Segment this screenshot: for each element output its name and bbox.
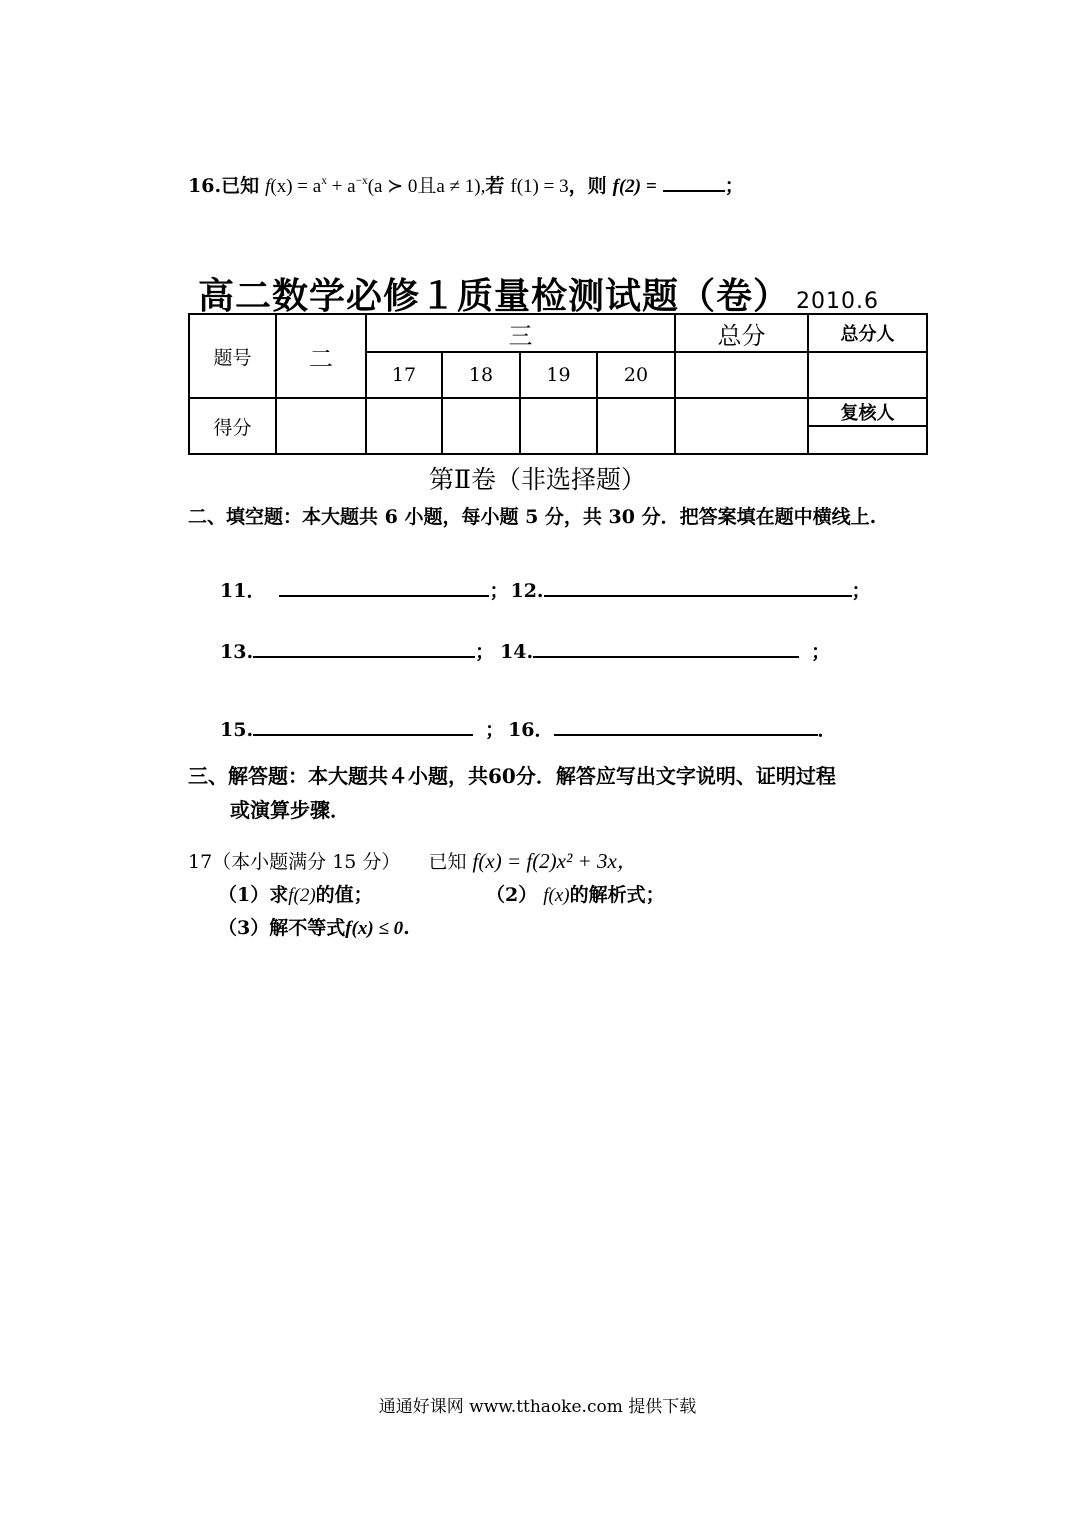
section3-line2: 或演算步骤．: [230, 798, 350, 822]
part-label: （3）解不等式: [218, 917, 346, 939]
given-condition: f(1) = 3: [510, 176, 569, 197]
header-part2: 二: [276, 314, 366, 398]
part-expression: f(x) ≤ 0: [345, 918, 404, 939]
subheader-q20: 20: [597, 352, 675, 398]
question-16: [188, 170, 744, 198]
question-text: 若: [485, 175, 505, 197]
part-expression: f(x): [543, 885, 570, 906]
separator: ；: [851, 580, 871, 602]
title-date: 2010.6: [796, 289, 879, 314]
header-reviewer: 复核人: [808, 398, 927, 426]
question-17-label: 17（本小题满分 15 分）: [188, 851, 401, 873]
separator: ；: [485, 719, 505, 741]
score-q17-cell[interactable]: [366, 398, 442, 454]
answer-label-15: 15.: [220, 719, 254, 741]
subheader-q19: 19: [520, 352, 597, 398]
answer-blank-11[interactable]: [279, 575, 489, 597]
header-total: 总分: [675, 314, 808, 352]
part-label: （1）求: [218, 884, 289, 906]
part-end: .: [403, 917, 410, 939]
answer-label-12: 12.: [510, 580, 544, 602]
question-ask: f(2) =: [612, 176, 657, 197]
header-question-no: 题号: [189, 314, 276, 398]
question-17-part2: [486, 880, 665, 907]
question-17-intro: 已知: [428, 851, 467, 873]
score-total-cell[interactable]: [675, 398, 808, 454]
answer-blank-16[interactable]: [554, 714, 818, 736]
function-formula: f: [265, 176, 271, 197]
answer-row-2: [220, 636, 830, 664]
question-17-part3: [218, 913, 410, 940]
score-q20-cell[interactable]: [597, 398, 675, 454]
part-text: 的解析式；: [569, 884, 665, 906]
separator: ；: [489, 580, 509, 602]
total-person-cell[interactable]: [808, 352, 927, 398]
total-score-cell[interactable]: [675, 352, 808, 398]
answer-label-14: 14.: [500, 641, 534, 663]
score-part2-cell[interactable]: [276, 398, 366, 454]
answer-blank-13[interactable]: [253, 636, 475, 658]
part-label: （2）: [486, 884, 538, 906]
answer-label-13: 13.: [220, 641, 254, 663]
header-part3: 三: [366, 314, 675, 352]
score-table: [188, 313, 928, 455]
title-main: 高二数学必修１质量检测试题（卷）: [198, 275, 791, 317]
question-17-part1: [218, 880, 373, 907]
score-q18-cell[interactable]: [442, 398, 520, 454]
answer-blank-12[interactable]: [544, 575, 852, 597]
answer-blank[interactable]: [663, 170, 725, 192]
part2-title: 第Ⅱ卷（非选择题）: [429, 465, 646, 494]
reviewer-cell[interactable]: [808, 426, 927, 454]
header-total-person: 总分人: [808, 314, 927, 352]
subheader-q18: 18: [442, 352, 520, 398]
answer-end: ．: [817, 719, 837, 741]
part-text: 的值；: [315, 884, 373, 906]
score-q19-cell[interactable]: [520, 398, 597, 454]
question-text: 已知: [221, 175, 260, 197]
answer-row-3: [220, 714, 837, 742]
question-17: [188, 845, 638, 875]
answer-blank-15[interactable]: [253, 714, 473, 736]
question-text: ，则: [568, 175, 607, 197]
subheader-q17: 17: [366, 352, 442, 398]
separator: ；: [811, 641, 831, 663]
answer-blank-14[interactable]: [533, 636, 799, 658]
answer-label-11: 11．: [220, 580, 266, 602]
separator: ；: [475, 641, 495, 663]
answer-row-1: [220, 575, 871, 603]
question-end: ；: [724, 175, 744, 197]
question-number: 16.: [188, 175, 222, 197]
formula-part: $(x) = a^x + a^{-x}(a$ ≻ 0且a ≠ 1),: [270, 175, 486, 197]
question-17-formula: f(x) = f(2)x² + 3x，: [472, 849, 638, 873]
section3-line1: 三、解答题：本大题共４小题，共60分．解答应写出文字说明、证明过程: [188, 764, 836, 788]
part-expression: f(2): [288, 885, 316, 906]
footer-credit: 通通好课网 www.tthaoke.com 提供下载: [378, 1397, 697, 1417]
page-title: [198, 268, 879, 319]
answer-label-16: 16．: [508, 719, 554, 741]
row-score-label: 得分: [189, 398, 276, 454]
section2-heading: 二、填空题：本大题共 6 小题，每小题 5 分，共 30 分．把答案填在题中横线上.: [188, 506, 877, 528]
